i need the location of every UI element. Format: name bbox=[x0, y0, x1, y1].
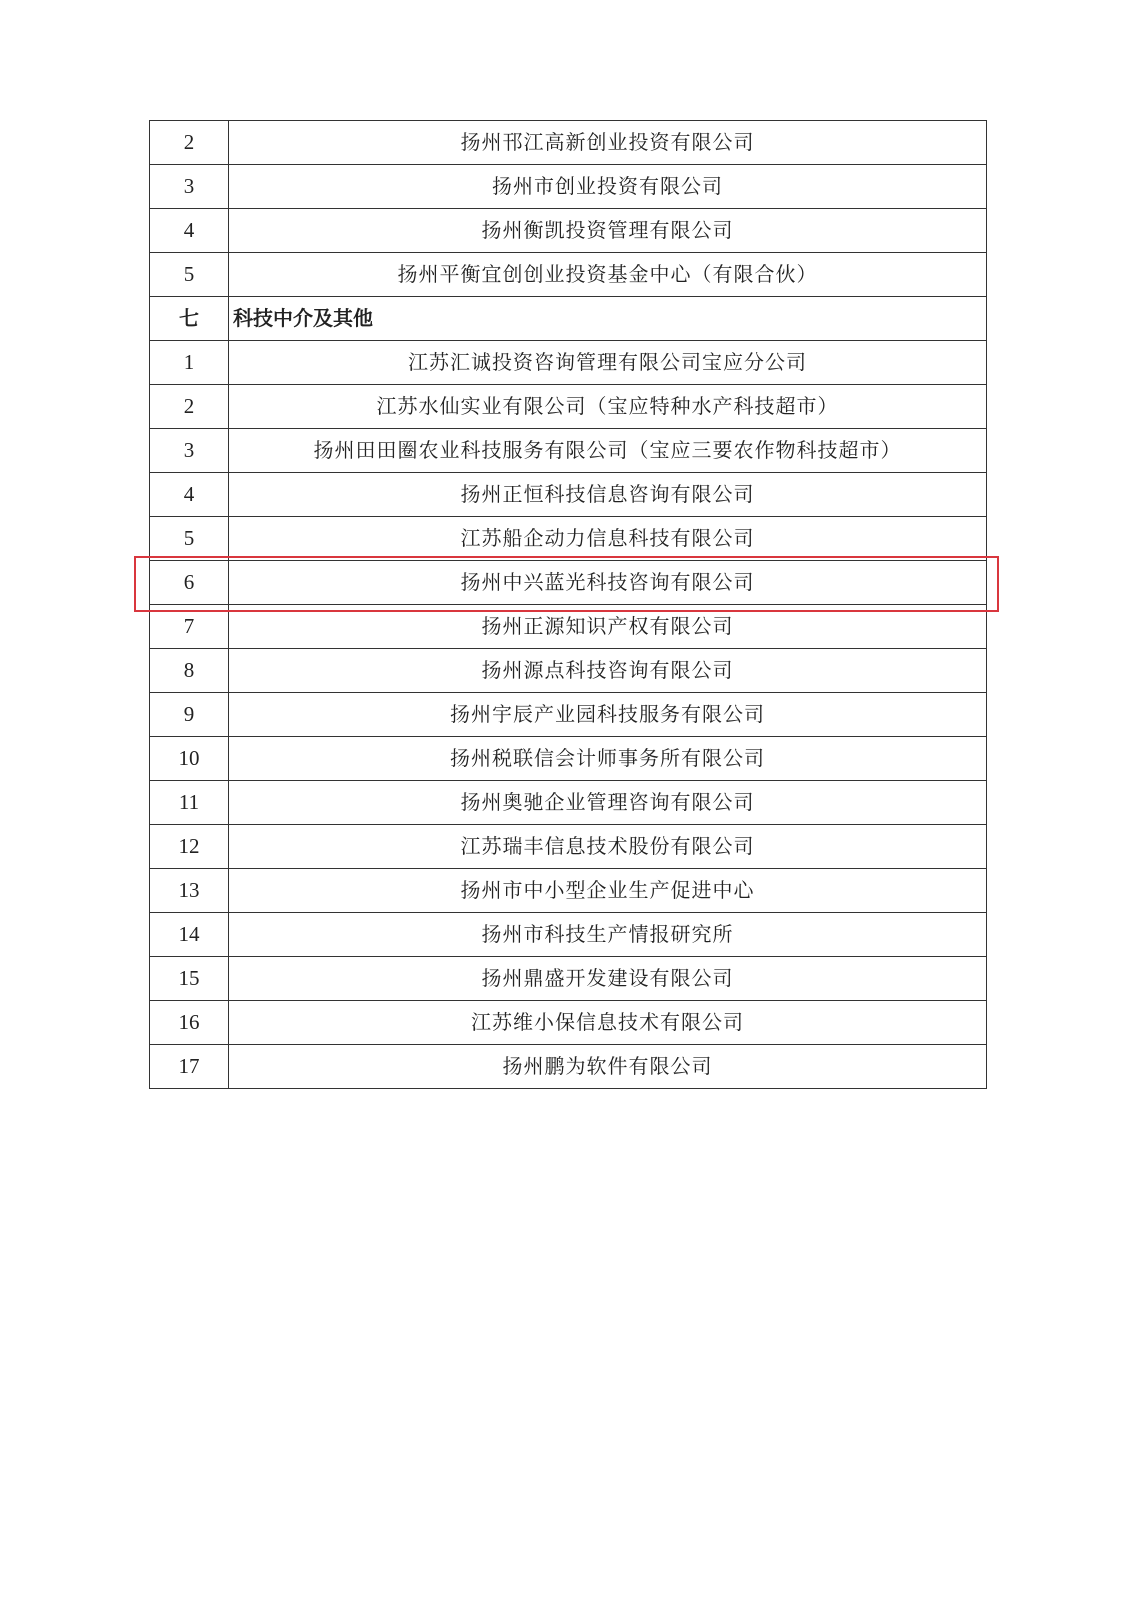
company-name: 扬州源点科技咨询有限公司 bbox=[229, 649, 987, 693]
company-name: 扬州市创业投资有限公司 bbox=[229, 165, 987, 209]
row-number: 8 bbox=[150, 649, 229, 693]
section-title: 科技中介及其他 bbox=[229, 297, 987, 341]
table-row bbox=[150, 605, 987, 649]
row-number: 4 bbox=[150, 473, 229, 517]
company-name: 江苏瑞丰信息技术股份有限公司 bbox=[229, 825, 987, 869]
table-row bbox=[150, 517, 987, 561]
table-row bbox=[150, 1045, 987, 1089]
table-row bbox=[150, 737, 987, 781]
table-row bbox=[150, 385, 987, 429]
table-row bbox=[150, 253, 987, 297]
company-name: 江苏维小保信息技术有限公司 bbox=[229, 1001, 987, 1045]
company-name: 江苏水仙实业有限公司（宝应特种水产科技超市） bbox=[229, 385, 987, 429]
table-row bbox=[150, 1001, 987, 1045]
table-row bbox=[150, 825, 987, 869]
company-name: 江苏船企动力信息科技有限公司 bbox=[229, 517, 987, 561]
table-row bbox=[150, 913, 987, 957]
company-name: 扬州衡凯投资管理有限公司 bbox=[229, 209, 987, 253]
company-name: 扬州邗江高新创业投资有限公司 bbox=[229, 121, 987, 165]
row-number: 4 bbox=[150, 209, 229, 253]
company-name: 扬州中兴蓝光科技咨询有限公司 bbox=[229, 561, 987, 605]
company-name: 扬州市科技生产情报研究所 bbox=[229, 913, 987, 957]
table-row bbox=[150, 341, 987, 385]
row-number: 16 bbox=[150, 1001, 229, 1045]
company-name: 扬州鹏为软件有限公司 bbox=[229, 1045, 987, 1089]
company-name: 扬州正恒科技信息咨询有限公司 bbox=[229, 473, 987, 517]
company-name: 扬州田田圈农业科技服务有限公司（宝应三要农作物科技超市） bbox=[229, 429, 987, 473]
company-name: 扬州鼎盛开发建设有限公司 bbox=[229, 957, 987, 1001]
table-row bbox=[150, 165, 987, 209]
company-name: 扬州奥驰企业管理咨询有限公司 bbox=[229, 781, 987, 825]
row-number: 3 bbox=[150, 165, 229, 209]
row-number: 3 bbox=[150, 429, 229, 473]
row-number: 17 bbox=[150, 1045, 229, 1089]
row-number: 11 bbox=[150, 781, 229, 825]
company-name: 扬州宇辰产业园科技服务有限公司 bbox=[229, 693, 987, 737]
row-number: 12 bbox=[150, 825, 229, 869]
row-number: 2 bbox=[150, 385, 229, 429]
company-name: 扬州正源知识产权有限公司 bbox=[229, 605, 987, 649]
row-number: 10 bbox=[150, 737, 229, 781]
company-name: 扬州市中小型企业生产促进中心 bbox=[229, 869, 987, 913]
row-number: 14 bbox=[150, 913, 229, 957]
row-number: 15 bbox=[150, 957, 229, 1001]
table-row bbox=[150, 473, 987, 517]
company-list-body bbox=[150, 121, 987, 1089]
row-number: 1 bbox=[150, 341, 229, 385]
row-number: 2 bbox=[150, 121, 229, 165]
row-number: 9 bbox=[150, 693, 229, 737]
table-row bbox=[150, 121, 987, 165]
table-row bbox=[150, 209, 987, 253]
company-list-table bbox=[149, 120, 987, 1089]
row-number: 七 bbox=[150, 297, 229, 341]
company-name: 扬州平衡宜创创业投资基金中心（有限合伙） bbox=[229, 253, 987, 297]
table-row bbox=[150, 693, 987, 737]
section-row bbox=[150, 297, 987, 341]
company-name: 扬州税联信会计师事务所有限公司 bbox=[229, 737, 987, 781]
table-row bbox=[150, 649, 987, 693]
table-row bbox=[150, 781, 987, 825]
row-number: 7 bbox=[150, 605, 229, 649]
company-name: 江苏汇诚投资咨询管理有限公司宝应分公司 bbox=[229, 341, 987, 385]
table-row bbox=[150, 869, 987, 913]
table-row bbox=[150, 957, 987, 1001]
row-number: 5 bbox=[150, 253, 229, 297]
table-row bbox=[150, 429, 987, 473]
table-row bbox=[150, 561, 987, 605]
row-number: 5 bbox=[150, 517, 229, 561]
row-number: 13 bbox=[150, 869, 229, 913]
row-number: 6 bbox=[150, 561, 229, 605]
